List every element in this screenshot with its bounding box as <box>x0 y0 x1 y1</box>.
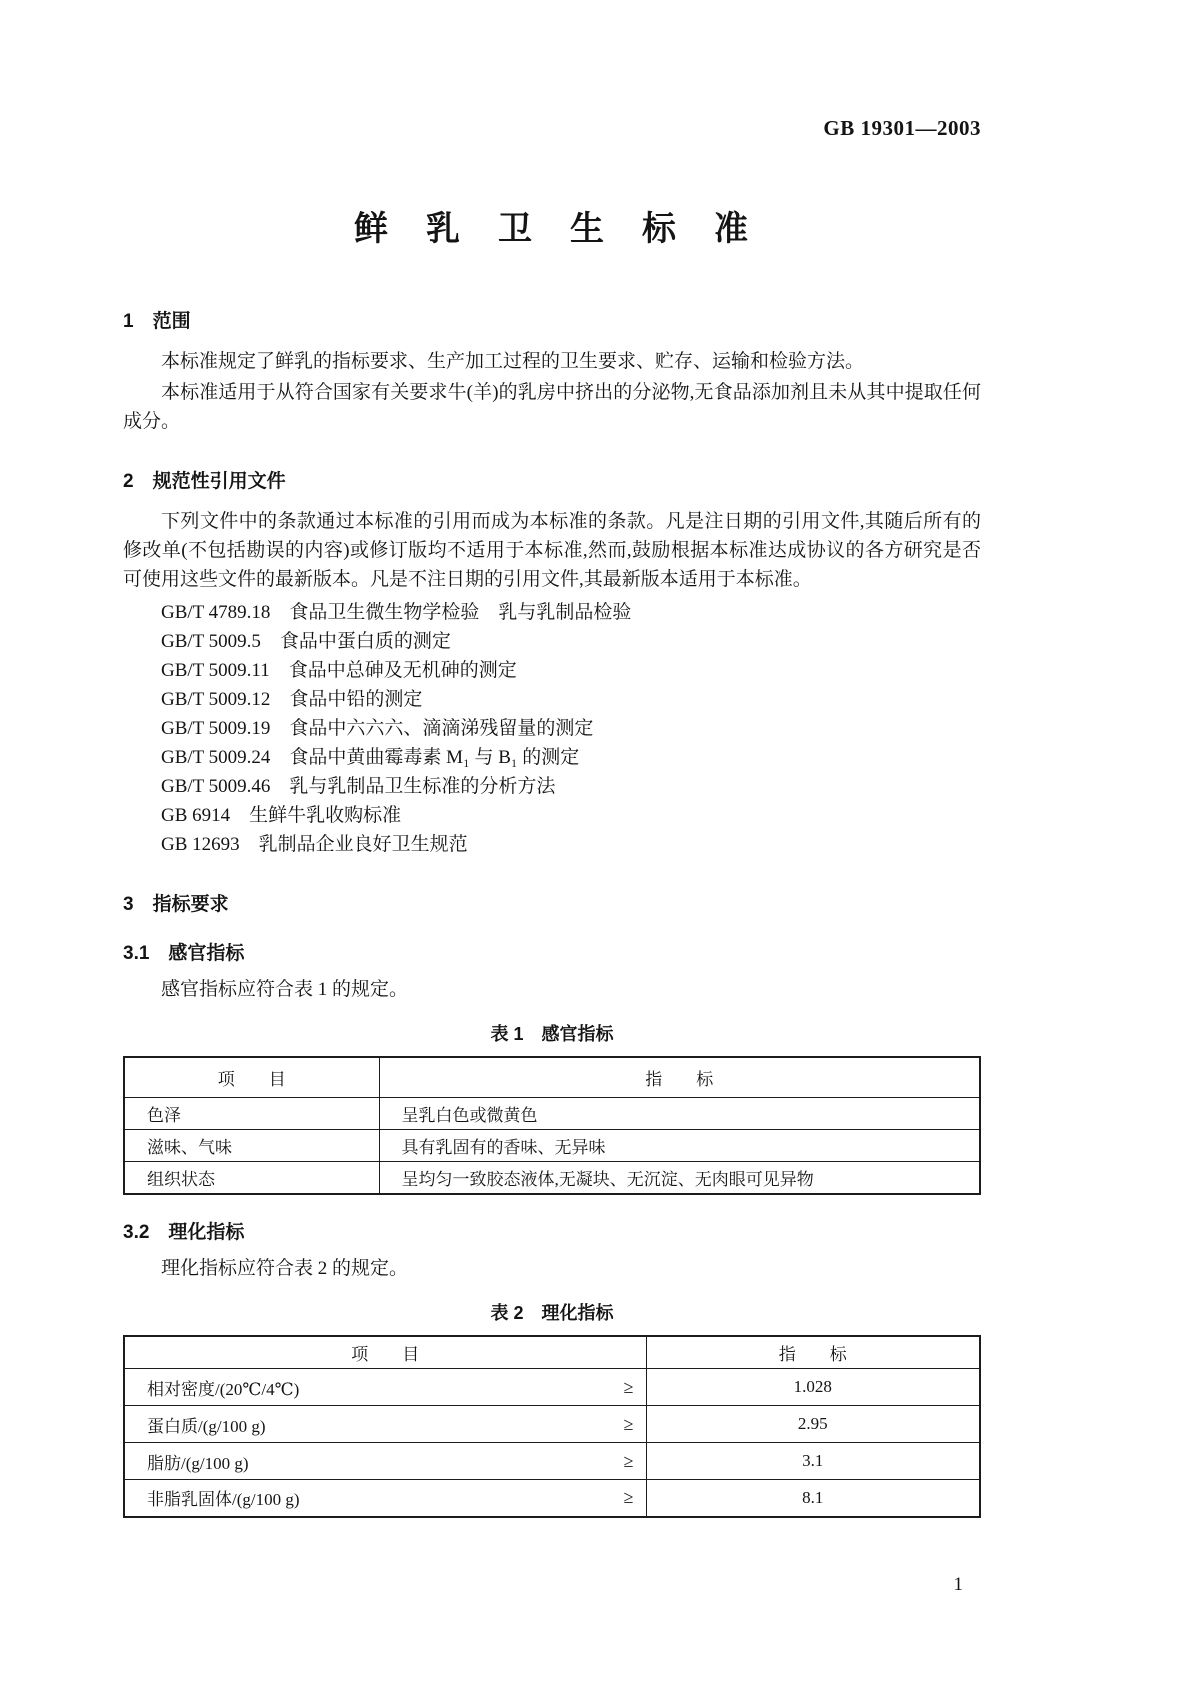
column-header-item: 项 目 <box>124 1057 379 1097</box>
reference-item: GB/T 5009.12 食品中铅的测定 <box>161 689 423 710</box>
reference-item: GB/T 5009.46 乳与乳制品卫生标准的分析方法 <box>161 776 556 797</box>
section-1-heading: 1 范围 <box>123 311 191 332</box>
column-header-value: 指 标 <box>646 1336 980 1369</box>
table-header-row <box>124 1336 980 1369</box>
table-row <box>124 1443 980 1480</box>
column-header-item: 项 目 <box>124 1336 646 1369</box>
table-cell-item <box>124 1406 646 1443</box>
gte-symbol: ≥ <box>623 1376 634 1397</box>
section-1-paragraph-1: 本标准规定了鲜乳的指标要求、生产加工过程的卫生要求、贮存、运输和检验方法。 <box>161 351 865 372</box>
table-cell-item <box>124 1443 646 1480</box>
reference-item: GB/T 5009.19 食品中六六六、滴滴涕残留量的测定 <box>161 718 594 739</box>
section-3-2-body: 理化指标应符合表 2 的规定。 <box>161 1257 409 1279</box>
page-number: 1 <box>953 1573 963 1595</box>
table-cell-item <box>124 1369 646 1406</box>
table-cell-item: 色泽 <box>124 1097 379 1129</box>
gte-symbol: ≥ <box>623 1413 634 1434</box>
item-label: 非脂乳固体/(g/100 g) <box>147 1490 300 1510</box>
item-label: 相对密度/(20℃/4℃) <box>147 1379 300 1399</box>
gte-symbol: ≥ <box>623 1450 634 1471</box>
table-cell-value: 呈均匀一致胶态液体,无凝块、无沉淀、无肉眼可见异物 <box>379 1161 980 1194</box>
table-row <box>124 1480 980 1517</box>
table-cell-value: 8.1 <box>646 1480 980 1517</box>
table-2-caption: 表 2 理化指标 <box>490 1302 614 1323</box>
reference-item: GB 12693 乳制品企业良好卫生规范 <box>161 834 468 855</box>
table-cell-value: 1.028 <box>646 1369 980 1406</box>
table-row <box>124 1161 980 1194</box>
table-cell-value: 具有乳固有的香味、无异味 <box>379 1129 980 1161</box>
gte-symbol: ≥ <box>623 1487 634 1508</box>
doc-number: GB 19301—2003 <box>823 116 981 140</box>
column-header-value: 指 标 <box>379 1057 980 1097</box>
reference-item: GB/T 4789.18 食品卫生微生物学检验 乳与乳制品检验 <box>161 602 632 623</box>
section-3-1-heading: 3.1 感官指标 <box>123 943 245 964</box>
table-header-row <box>124 1057 980 1097</box>
table-cell-item: 滋味、气味 <box>124 1129 379 1161</box>
section-2-heading: 2 规范性引用文件 <box>123 471 286 492</box>
reference-item: GB 6914 生鲜牛乳收购标准 <box>161 805 402 826</box>
section-3-1-body: 感官指标应符合表 1 的规定。 <box>161 979 409 1000</box>
reference-item: GB/T 5009.5 食品中蛋白质的测定 <box>161 631 451 652</box>
table-row <box>124 1129 980 1161</box>
table-row <box>124 1406 980 1443</box>
item-label: 蛋白质/(g/100 g) <box>147 1416 266 1436</box>
table-cell-value: 3.1 <box>646 1443 980 1480</box>
table-cell-item: 组织状态 <box>124 1161 379 1194</box>
item-label: 脂肪/(g/100 g) <box>147 1453 249 1473</box>
table-cell-value: 2.95 <box>646 1406 980 1443</box>
reference-list <box>123 598 981 859</box>
table-cell-item <box>124 1480 646 1517</box>
table-cell-value: 呈乳白色或微黄色 <box>379 1097 980 1129</box>
section-1-paragraph-2: 本标准适用于从符合国家有关要求牛(羊)的乳房中挤出的分泌物,无食品添加剂且未从其中提取任何成分。 <box>123 382 981 432</box>
section-3-2-heading: 3.2 理化指标 <box>123 1221 245 1243</box>
reference-item: GB/T 5009.11 食品中总砷及无机砷的测定 <box>161 660 517 681</box>
reference-item: GB/T 5009.24 食品中黄曲霉毒素 M₁ 与 B₁ 的测定 <box>161 747 580 768</box>
page-content <box>123 0 981 1596</box>
sensory-indicator-table <box>123 1056 981 1195</box>
section-2-intro: 下列文件中的条款通过本标准的引用而成为本标准的条款。凡是注日期的引用文件,其随后所有的修改单(不包括勘误的内容)或修订版均不适用于本标准,然而,鼓励根据本标准达成协议的各方研究是否可使用这些文件的最新版本。凡是不注日期的引用文件,其最新版本适用于本标准。 <box>123 511 981 590</box>
section-3-heading: 3 指标要求 <box>123 894 229 915</box>
page-title: 鲜 乳 卫 生 标 准 <box>354 210 750 248</box>
table-row <box>124 1097 980 1129</box>
table-row <box>124 1369 980 1406</box>
physicochemical-indicator-table <box>123 1335 981 1518</box>
table-1-caption: 表 1 感官指标 <box>490 1024 614 1044</box>
